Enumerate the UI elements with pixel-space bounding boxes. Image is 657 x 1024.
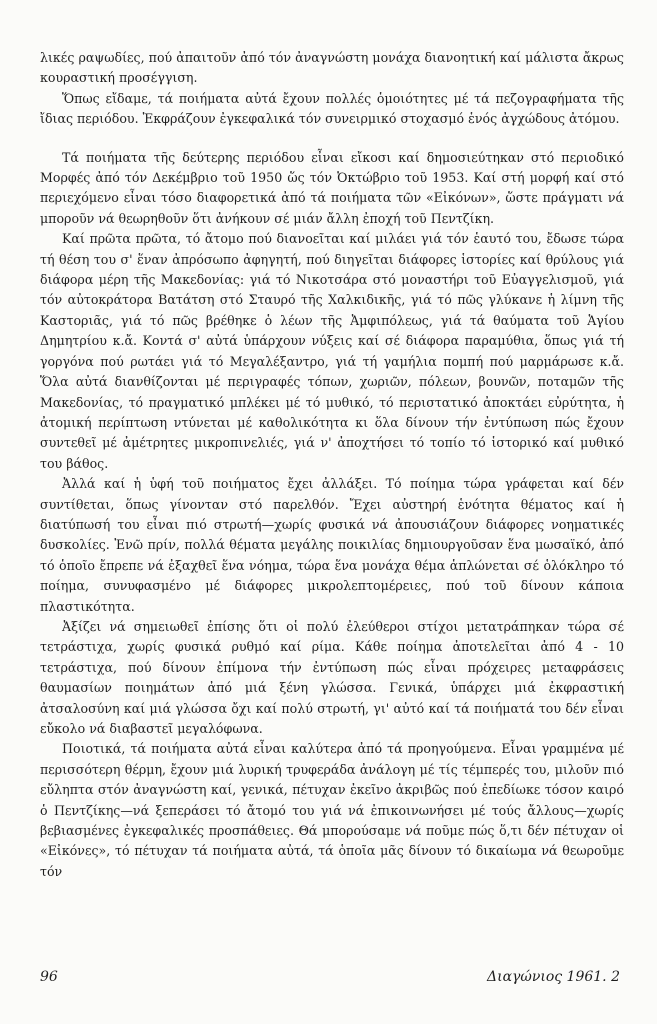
paragraph-4: Καί πρῶτα πρῶτα, τό ἄτομο πού διανοεῖται καί μιλάει γιά τόν ἑαυτό του, ἔδωσε τώρα τή θέση του σ' ἕναν ἀπρόσωπο ἀφηγητή, πού διηγεῖται διάφορες ἱστορίες καί θρύλους γιά διάφορα μέρη τῆς Μακεδονίας: γιά τό Νικοτσάρα στό μοναστήρι τοῦ Εὐαγγελισμοῦ, γιά τόν αὐτοκράτορα Βατάτση στό Σταυρό τῆς Χαλκιδικῆς, γιά τό πῶς γλύκανε ἡ λίμνη τῆς Καστοριᾶς, γιά τό πῶς βρέθηκε ὁ λέων τῆς Ἀμφιπόλεως, γιά τά θαύματα τοῦ Ἁγίου Δημητρίου κ.ἄ. Κοντά σ' αὐτά ὑπάρχουν νύξεις καί σέ διάφορα παραμύθια, ὅπως γιά τή γοργόνα πού ρωτάει γιά τό Μεγαλέξαντρο, γιά τή γαμήλια πομπή πού μαρμάρωσε κ.ἄ. Ὅλα αὐτά διανθίζονται μέ περιγραφές τόπων, χωριῶν, πόλεων, βουνῶν, ποταμῶν τῆς Μακεδονίας, τό πραγματικό μπλέκει μέ τό μυθικό, τό περιστατικό ἀποκτάει εὐρύτητα, ἡ ἀτομική περίπτωση ντύνεται μέ καθολικότητα κι ὅλα δίνουν τήν ἐντύπωση πώς ἔχουν συντεθεῖ μέ ἀμέτρητες μικροπινελιές, γιά ν' ἀποχτήσει τό τοπίο τό ἱστορικό καί μυθικό του βάθος. <box>40 231 624 471</box>
paragraph-5: Ἀλλά καί ἡ ὑφή τοῦ ποιήματος ἔχει ἀλλάξει. Τό ποίημα τώρα γράφεται καί δέν συντίθεται, ὅπως γίνονταν στό παρελθόν. Ἔχει αὐστηρή ἑνότητα θέματος καί ἡ διατύπωσή του εἶναι πιό στρωτή—χωρίς φυσικά νά ἀπουσιάζουν διάφορες νοηματικές δυσκολίες. Ἐνῶ πρίν, πολλά θέματα μεγάλης ποικιλίας δημιουργοῦσαν ἕνα μωσαϊκό, ἀπό τό ὁποῖο ἔπρεπε νά ἐξαχθεῖ ἕνα νόημα, τώρα ἕνα μονάχα θέμα ἁπλώνεται σέ ὁλόκληρο τό ποίημα, συνυφασμένο μέ διάφορες μικρολεπτομέρειες, πού τοῦ δίνουν κάποια πλαστικότητα. <box>40 476 624 614</box>
journal-issue: Διαγώνιος 1961. 2 <box>487 969 620 985</box>
paragraph-2: Ὅπως εἴδαμε, τά ποιήματα αὐτά ἔχουν πολλές ὁμοιότητες μέ τά πεζογραφήματα τῆς ἴδιας περιόδου. Ἐκφράζουν ἐγκεφαλικά τόν συνειρμικό στοχασμό ἑνός ἀγχώδους ἀτόμου. <box>40 90 624 127</box>
page-body <box>40 48 624 882</box>
paragraph-1: λικές ραψωδίες, πού ἀπαιτοῦν ἀπό τόν ἀναγνώστη μονάχα διανοητική καί μάλιστα ἄκρως κουραστική προσέγγιση. <box>40 50 624 86</box>
paragraph-7: Ποιοτικά, τά ποιήματα αὐτά εἶναι καλύτερα ἀπό τά προηγούμενα. Εἶναι γραμμένα μέ περισσότερη θέρμη, ἔχουν μιά λυρική τρυφεράδα ἀνάλογη μέ τίς τέμπερές του, μιλοῦν πιό εὔληπτα στόν ἀναγνώστη καί, γενικά, πέτυχαν ἐκεῖνο ἀκριβῶς πού ἐπεδίωκε τόσον καιρό ὁ Πεντζίκης—νά ξεπεράσει τό ἄτομό του γιά νά ἐπικοινωνήσει μέ τούς ἄλλους—χωρίς βεβιασμένες ἐγκεφαλικές προσπάθειες. Θά μπορούσαμε νά ποῦμε πώς ὅ,τι δέν πέτυχαν οἱ «Εἰκόνες», τό πέτυχαν τά ποιήματα αὐτά, τά ὁποῖα μᾶς δίνουν τό δικαίωμα νά θεωροῦμε τόν <box>40 741 624 879</box>
page-number: 96 <box>40 969 58 985</box>
paragraph-6: Ἀξίζει νά σημειωθεῖ ἐπίσης ὅτι οἱ πολύ ἐλεύθεροι στίχοι μετατράπηκαν τώρα σέ τετράστιχα, χωρίς φυσικά ρυθμό καί ρίμα. Κάθε ποίημα ἀποτελεῖται ἀπό 4 - 10 τετράστιχα, πού δίνουν ἐπίμονα τήν ἐντύπωση πώς εἶναι πρόχειρες μεταφράσεις θαυμασίων ποιημάτων ἀπό μιά ξένη γλώσσα. Γενικά, ὑπάρχει μιά ἐκφραστική ἀτσαλοσύνη καί μιά γλώσσα ὄχι καί πολύ στρωτή, γι' αὐτό καί τά ποιήματά του δέν εἶναι εὔκολο νά διαβαστεῖ μεγαλόφωνα. <box>40 618 624 736</box>
paragraph-3: Τά ποιήματα τῆς δεύτερης περιόδου εἶναι εἴκοσι καί δημοσιεύτηκαν στό περιοδικό Μορφές ἀπό τόν Δεκέμβριο τοῦ 1950 ὥς τόν Ὀκτώβριο τοῦ 1953. Καί στή μορφή καί στό περιεχόμενο εἶναι τόσο διαφορετικά ἀπό τά ποιήματα τῶν «Εἰκόνων», ὥστε πράγματι νά μποροῦν νά θεωρηθοῦν ὅτι ἀνήκουν σέ μιάν ἄλλη ἐποχή τοῦ Πεντζίκη. <box>40 149 624 226</box>
section-gap <box>40 130 624 148</box>
